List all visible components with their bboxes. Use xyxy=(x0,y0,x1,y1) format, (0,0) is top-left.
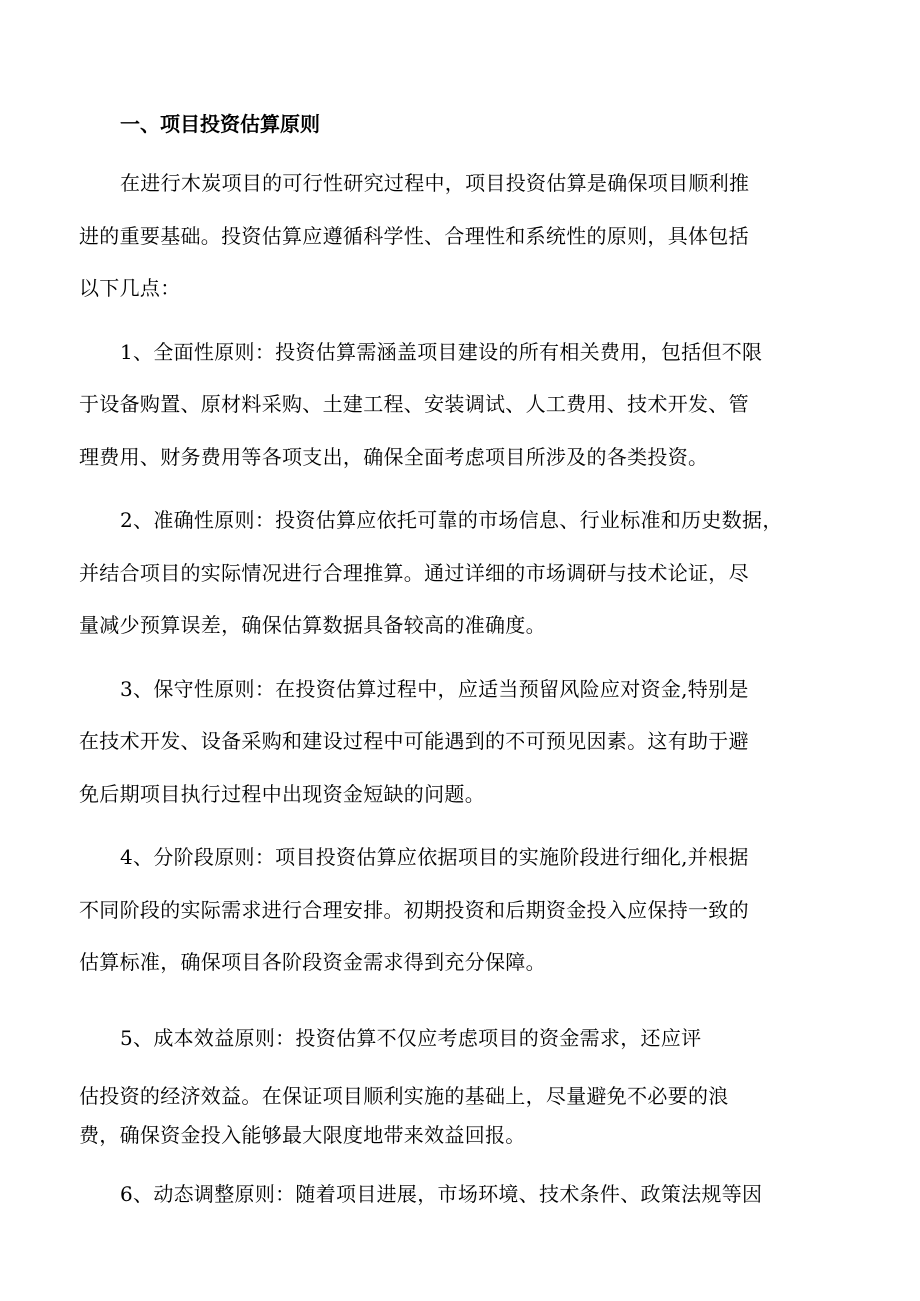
principle-3-line-1: 3、保守性原则：在投资估算过程中，应适当预留风险应对资金,特别是 xyxy=(120,677,749,701)
principle-5-line-1: 5、成本效益原则：投资估算不仅应考虑项目的资金需求，还应评 xyxy=(120,1026,702,1050)
principle-4-line-1: 4、分阶段原则：项目投资估算应依据项目的实施阶段进行细化,并根据 xyxy=(120,845,749,869)
principle-2-line-1: 2、准确性原则：投资估算应依托可靠的市场信息、行业标准和历史数据， xyxy=(120,508,783,532)
principle-2-line-3: 量减少预算误差，确保估算数据具备较高的准确度。 xyxy=(79,613,546,637)
principle-6-line-1: 6、动态调整原则：随着项目进展，市场环境、技术条件、政策法规等因 xyxy=(120,1182,763,1206)
principle-1-line-1: 1、全面性原则：投资估算需涵盖项目建设的所有相关费用，包括但不限 xyxy=(120,340,763,364)
intro-line-1: 在进行木炭项目的可行性研究过程中，项目投资估算是确保项目顺利推 xyxy=(120,171,750,195)
principle-3-line-2: 在技术开发、设备采购和建设过程中可能遇到的不可预见因素。这有助于避 xyxy=(79,729,749,753)
principle-1-line-2: 于设备购置、原材料采购、土建工程、安装调试、人工费用、技术开发、管 xyxy=(79,392,749,416)
principle-5-line-2: 估投资的经济效益。在保证项目顺利实施的基础上，尽量避免不必要的浪 xyxy=(79,1084,729,1108)
principle-4-line-2: 不同阶段的实际需求进行合理安排。初期投资和后期资金投入应保持一致的 xyxy=(79,898,749,922)
intro-line-3: 以下几点： xyxy=(79,276,181,300)
intro-line-2: 进的重要基础。投资估算应遵循科学性、合理性和系统性的原则，具体包括 xyxy=(79,224,749,248)
principle-5-line-3: 费，确保资金投入能够最大限度地带来效益回报。 xyxy=(79,1123,526,1147)
principle-3-line-3: 免后期项目执行过程中出现资金短缺的问题。 xyxy=(79,782,485,806)
section-heading: 一、项目投资估算原则 xyxy=(120,112,320,136)
principle-2-line-2: 并结合项目的实际情况进行合理推算。通过详细的市场调研与技术论证，尽 xyxy=(79,561,749,585)
principle-4-line-3: 估算标准，确保项目各阶段资金需求得到充分保障。 xyxy=(79,950,546,974)
principle-1-line-3: 理费用、财务费用等各项支出，确保全面考虑项目所涉及的各类投资。 xyxy=(79,445,709,469)
